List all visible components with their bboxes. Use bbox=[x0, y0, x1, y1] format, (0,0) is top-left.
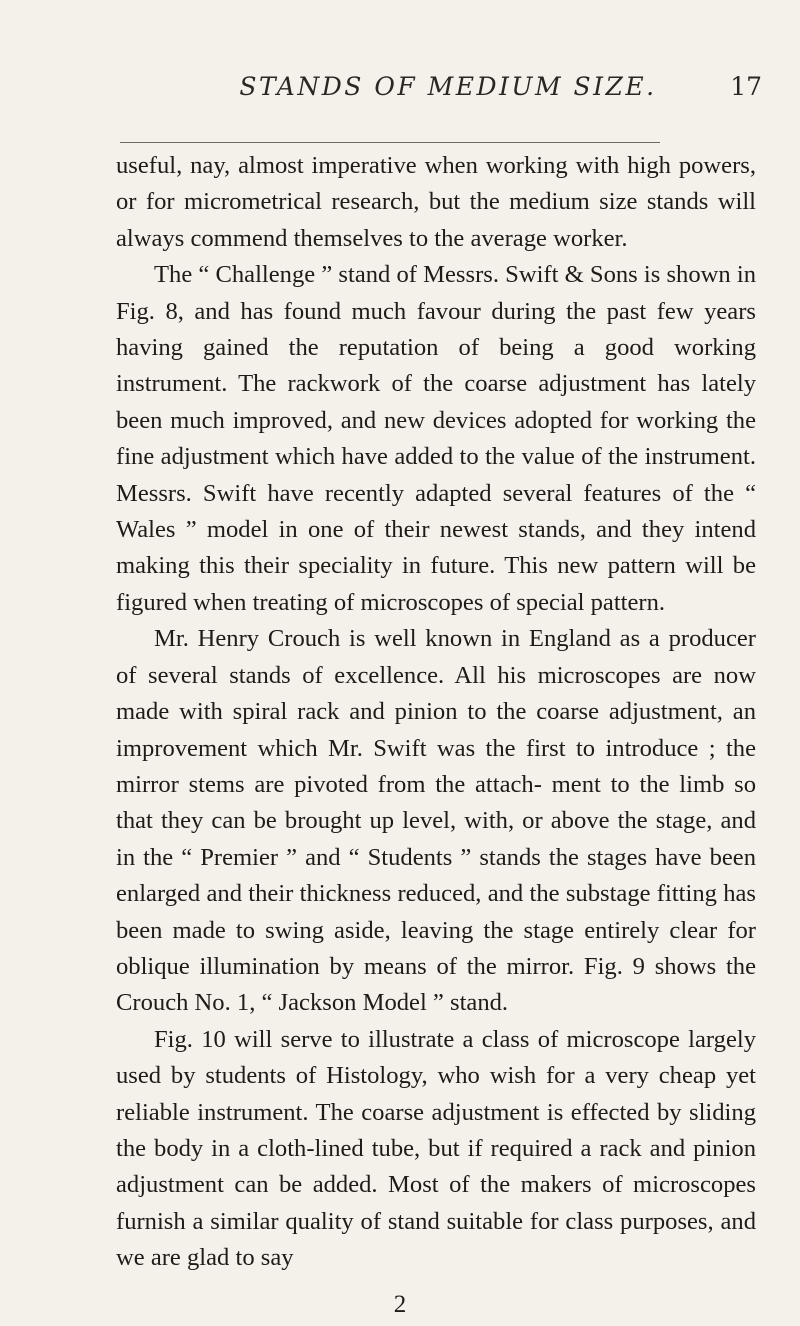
page-number: 17 bbox=[730, 72, 762, 101]
running-title: STANDS OF MEDIUM SIZE. bbox=[239, 72, 657, 101]
paragraph-histology-microscope: Fig. 10 will serve to illustrate a class of microscope largely used by students of Histology, who wish for a very cheap yet reliable instrument. The coarse adjustment is effected by sliding the body in a cloth-lined tube, but if required a rack and pinion adjustment can be added. Most of the makers of microscopes furnish a similar quality of stand suitable for class purposes, and we are glad to say bbox=[116, 1025, 756, 1272]
running-head bbox=[118, 72, 778, 106]
header-rule bbox=[120, 142, 660, 143]
body-text bbox=[116, 148, 756, 1277]
paragraph-challenge-stand: The “ Challenge ” stand of Messrs. Swift & Sons is shown in Fig. 8, and has found much favour during the past few years having gained the reputation of being a good working instrument. The rackwork of the coarse adjustment has lately been much improved, and new devices adopted for working the fine adjustment which have added to the value of the instrument. Messrs. Swift have recently adapted several features of the “ Wales ” model in one of their newest stands, and they intend making this their speciality in future. This new pattern will be figured when treating of microscopes of special pattern. bbox=[116, 261, 756, 616]
paragraph-crouch-stands: Mr. Henry Crouch is well known in England as a producer of several stands of excellence. All his microscopes are now made with spiral rack and pinion to the coarse adjustment, an improvement which Mr. Swift was the first to introduce ; the mirror stems are pivoted from the attach- ment to the limb so that they can be brought up level, with, or above the stage, and in the “ Premier ” and “ Students ” stands the stages have been enlarged and their thickness reduced, and the substage fitting has been made to swing aside, leaving the stage entirely clear for oblique illumination by means of the mirror. Fig. 9 shows the Crouch No. 1, “ Jackson Model ” stand. bbox=[116, 625, 756, 1017]
paragraph-continued: useful, nay, almost imperative when working with high powers, or for micrometrical research, but the medium size stands will always commend themselves to the average worker. bbox=[116, 152, 756, 252]
signature-mark: 2 bbox=[393, 1291, 407, 1318]
